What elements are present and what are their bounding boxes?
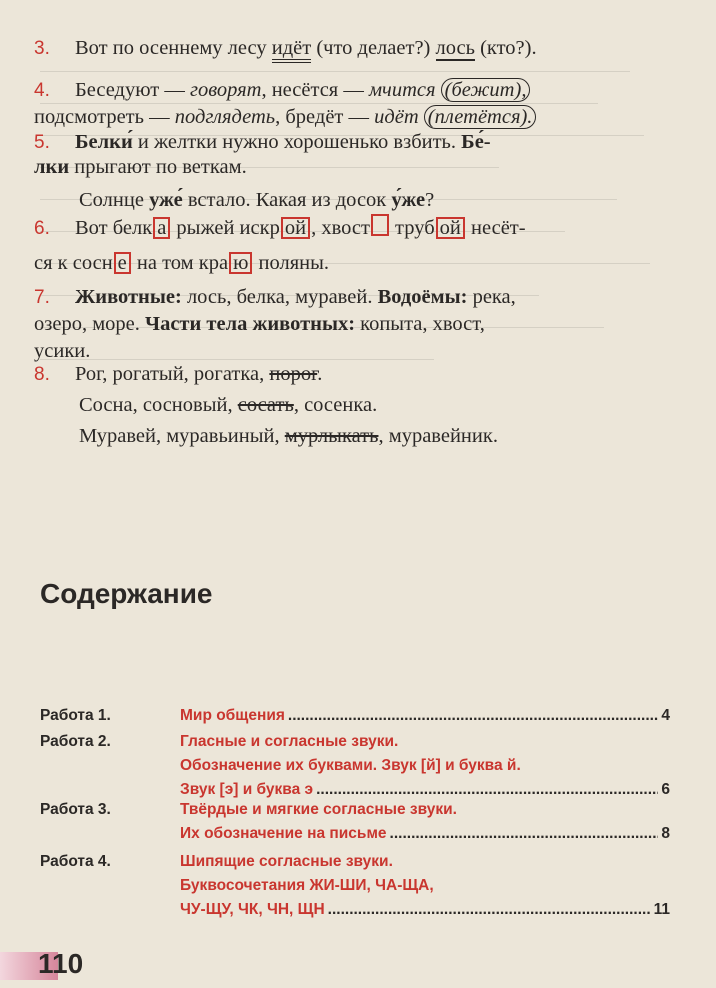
answer-number: 6. bbox=[34, 218, 50, 239]
toc-leader bbox=[288, 704, 658, 728]
answer-8: 8. Рог, рогатый, рогатка, порог. Сосна, сосновый, сосать, сосенка. Муравей, муравьиный, мурлыкать, муравейник. bbox=[34, 363, 498, 447]
toc-label: Работа 4. bbox=[40, 853, 111, 870]
ending-box: ой bbox=[436, 217, 465, 239]
crossed-out-word: мурлыкать bbox=[284, 425, 379, 447]
toc-title: Шипящие согласные звуки. bbox=[180, 853, 393, 870]
toc-title: Их обозначение на письме bbox=[180, 825, 387, 842]
handwritten-word: идёт bbox=[374, 106, 419, 128]
toc-label: Работа 2. bbox=[40, 733, 111, 750]
toc-page: 8 bbox=[661, 825, 670, 842]
toc-page: 4 bbox=[661, 707, 670, 724]
toc-leader bbox=[390, 822, 659, 846]
empty-ending-box bbox=[371, 214, 389, 236]
ending-box: а bbox=[153, 217, 170, 239]
handwritten-word: мчится bbox=[368, 79, 436, 101]
page-number: 110 bbox=[38, 948, 84, 979]
toc-title: ЧУ-ЩУ, ЧК, ЧН, ЩН bbox=[180, 901, 325, 918]
answer-6: 6. Вот белк а рыжей искр ой , хвост труб ой несёт- ся к сосн е на том кра ю поляны. bbox=[34, 214, 700, 276]
handwritten-word: подглядеть bbox=[174, 106, 276, 128]
toc-page: 11 bbox=[653, 901, 670, 918]
answer-number: 5. bbox=[34, 132, 50, 153]
toc-title: Гласные и согласные звуки. bbox=[180, 733, 399, 750]
toc-label: Работа 1. bbox=[40, 707, 111, 724]
predicate-underlined: идёт bbox=[272, 37, 311, 63]
answer-number: 4. bbox=[34, 80, 50, 101]
ending-box: ой bbox=[281, 217, 310, 239]
handwritten-circled-word: (плетётся). bbox=[424, 105, 537, 129]
answer-number: 8. bbox=[34, 364, 50, 385]
toc-title: Твёрдые и мягкие согласные звуки. bbox=[180, 801, 457, 818]
toc-title: Звук [э] и буква э bbox=[180, 781, 314, 798]
toc-page: 6 bbox=[661, 781, 670, 798]
answer-5: 5. Белки́ и желтки нужно хорошенько взбить. Бе́- лки прыгают по веткам. Солнце уже́ встало. Какая из досок у́же? bbox=[34, 131, 491, 211]
answer-4: 4. Беседуют — говорят, несётся — мчится (бежит), подсмотреть — подглядеть, бредёт — идёт (плетётся). bbox=[34, 78, 700, 130]
toc-title: Мир общения bbox=[180, 707, 285, 724]
handwritten-circled-word: (бежит), bbox=[441, 78, 531, 102]
answer-number: 3. bbox=[34, 38, 50, 59]
subject-underlined: лось bbox=[435, 37, 475, 59]
ending-box: ю bbox=[229, 252, 252, 274]
answer-3: 3. Вот по осеннему лесу идёт (что делает?) лось (кто?). bbox=[34, 36, 700, 61]
contents-title: Содержание bbox=[40, 578, 213, 609]
crossed-out-word: порог bbox=[269, 363, 318, 385]
handwritten-word: говорят bbox=[190, 79, 262, 101]
ending-box: е bbox=[114, 252, 131, 274]
answer-7: 7. Животные: лось, белка, муравей. Водоёмы: река, озеро, море. Части тела животных: копыта, хвост, усики. bbox=[34, 286, 516, 362]
toc-leader bbox=[328, 898, 651, 922]
crossed-out-word: сосать bbox=[237, 394, 294, 416]
answer-number: 7. bbox=[34, 287, 50, 308]
toc-label: Работа 3. bbox=[40, 801, 111, 818]
toc-title: Буквосочетания ЖИ-ШИ, ЧА-ЩА, bbox=[180, 877, 434, 894]
toc-title: Обозначение их буквами. Звук [й] и буква й. bbox=[180, 757, 521, 774]
